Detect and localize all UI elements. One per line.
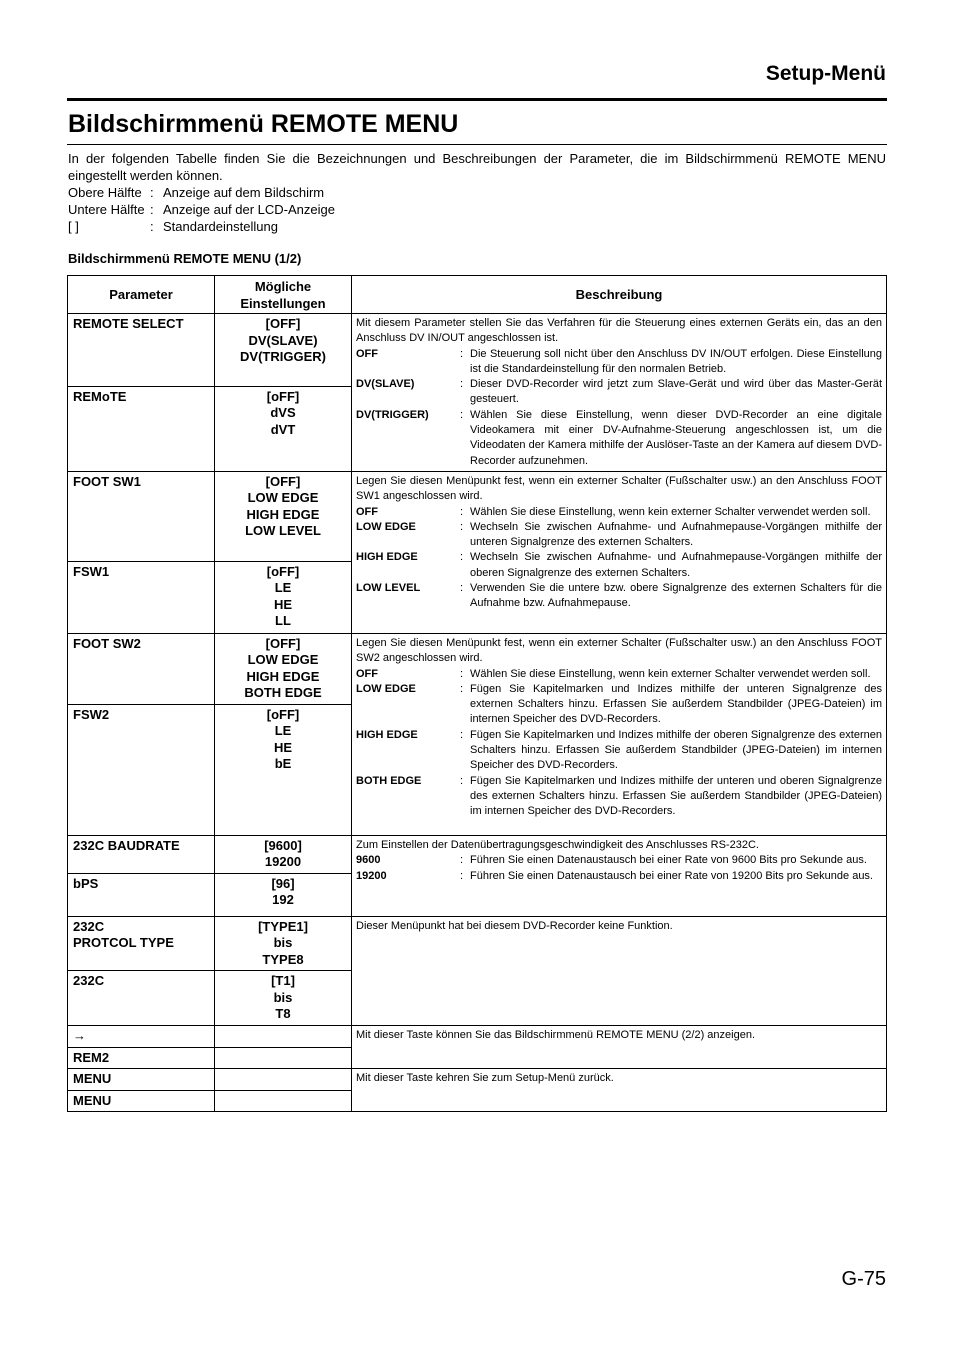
description-lead: Mit dieser Taste können Sie das Bildschirmmenü REMOTE MENU (2/2) anzeigen. bbox=[356, 1029, 756, 1042]
description-lead: Legen Sie diesen Menüpunkt fest, wenn ein externer Schalter (Fußschalter usw.) an den Anschluss FOOT SW1 angeschlossen wird. bbox=[356, 474, 882, 503]
description-cell bbox=[352, 916, 887, 1026]
table-row bbox=[68, 916, 887, 971]
legend-row bbox=[68, 184, 886, 201]
option-entry bbox=[356, 728, 882, 774]
header-description: Beschreibung bbox=[352, 276, 887, 314]
setting-value: HIGH EDGE bbox=[246, 506, 320, 522]
parameter-cell bbox=[68, 1047, 215, 1069]
option-colon: : bbox=[460, 347, 464, 360]
parameter-cell bbox=[68, 704, 215, 835]
setting-value: TYPE8 bbox=[262, 951, 304, 967]
parameter-cell bbox=[68, 916, 215, 971]
parameter-cell bbox=[68, 971, 215, 1026]
settings-cell bbox=[215, 386, 352, 471]
legend-colon: : bbox=[150, 202, 154, 217]
option-colon: : bbox=[460, 378, 464, 391]
setting-value: LE bbox=[274, 723, 292, 739]
option-text: Dieser DVD-Recorder wird jetzt zum Slave-Gerät und wird über das Master-Gerät gesteuert. bbox=[470, 378, 882, 406]
settings-cell bbox=[215, 1026, 352, 1048]
setting-value: bE bbox=[274, 756, 292, 772]
setting-value: HE bbox=[273, 596, 293, 612]
setting-value: [9600] bbox=[264, 837, 302, 853]
legend-value: Anzeige auf dem Bildschirm bbox=[163, 185, 325, 200]
page-number: G-75 bbox=[841, 1268, 886, 1290]
legend-key: [ ] bbox=[68, 219, 79, 234]
settings-cell bbox=[215, 1090, 352, 1112]
parameter-name: MENU bbox=[73, 1071, 112, 1087]
parameter-name: REM2 bbox=[73, 1049, 110, 1065]
settings-cell bbox=[215, 916, 352, 971]
settings-cell bbox=[215, 873, 352, 916]
settings-cell bbox=[215, 835, 352, 873]
option-name: DV(SLAVE) bbox=[356, 378, 415, 391]
header-settings-line1: Mögliche bbox=[254, 278, 312, 294]
header-settings-line2: Einstellungen bbox=[240, 295, 326, 311]
option-name: LOW LEVEL bbox=[356, 582, 421, 595]
option-text: Führen Sie einen Datenaustausch bei einer Rate von 19200 Bits pro Sekunde aus. bbox=[470, 869, 873, 882]
option-colon: : bbox=[460, 408, 464, 421]
parameter-name: 232C bbox=[73, 973, 105, 989]
page-title: Bildschirmmenü REMOTE MENU bbox=[68, 110, 459, 138]
setting-value: [oFF] bbox=[266, 706, 300, 722]
setting-value: LOW EDGE bbox=[247, 490, 319, 506]
settings-cell bbox=[215, 633, 352, 704]
setting-value: [T1] bbox=[271, 973, 295, 989]
option-entry bbox=[356, 581, 882, 612]
setting-value: LL bbox=[275, 613, 291, 629]
parameter-name: REMoTE bbox=[73, 388, 127, 404]
setting-value: HE bbox=[273, 739, 293, 755]
option-entry bbox=[356, 682, 882, 728]
setting-value: [OFF] bbox=[265, 635, 301, 651]
description-cell bbox=[352, 835, 887, 916]
option-entry bbox=[356, 869, 882, 884]
option-text: Wählen Sie diese Einstellung, wenn kein externer Schalter verwendet werden soll. bbox=[470, 667, 871, 680]
parameter-cell bbox=[68, 873, 215, 916]
legend-value: Anzeige auf der LCD-Anzeige bbox=[163, 202, 335, 217]
settings-cell bbox=[215, 561, 352, 633]
option-name: 19200 bbox=[356, 869, 387, 882]
setting-value: dVT bbox=[270, 421, 296, 437]
option-name: LOW EDGE bbox=[356, 682, 416, 695]
option-entry bbox=[356, 377, 882, 408]
option-text: Wählen Sie diese Einstellung, wenn kein externer Schalter verwendet werden soll. bbox=[470, 505, 871, 518]
option-name: HIGH EDGE bbox=[356, 728, 418, 741]
option-entry bbox=[356, 667, 882, 682]
option-name: 9600 bbox=[356, 854, 381, 867]
legend-row bbox=[68, 201, 886, 218]
description-lead: Mit dieser Taste kehren Sie zum Setup-Menü zurück. bbox=[356, 1072, 614, 1085]
header-parameter: Parameter bbox=[68, 276, 215, 314]
setting-value: 19200 bbox=[264, 854, 302, 870]
settings-cell bbox=[215, 471, 352, 561]
parameter-name: FSW2 bbox=[73, 706, 110, 722]
description-lead: Mit diesem Parameter stellen Sie das Verfahren für die Steuerung eines externen Geräts ein, das an den Anschluss DV IN/OUT angeschlossen ist. bbox=[356, 317, 882, 345]
legend-colon: : bbox=[150, 185, 154, 200]
parameter-name: FSW1 bbox=[73, 563, 110, 579]
parameter-name: bPS bbox=[73, 875, 99, 891]
setting-value: bis bbox=[273, 989, 293, 1005]
option-text: Verwenden Sie die untere bzw. obere Signalgrenze des externen Schalters für die Aufnahme bzw. Aufnahmepause. bbox=[470, 582, 882, 610]
option-colon: : bbox=[460, 582, 464, 595]
intro-paragraph: In der folgenden Tabelle finden Sie die Bezeichnungen und Beschreibungen der Parameter, die im Bildschirmmenü REMOTE MENU eingestellt werden können. bbox=[68, 151, 886, 183]
option-colon: : bbox=[460, 774, 464, 787]
settings-cell bbox=[215, 704, 352, 835]
parameter-name: 232C BAUDRATE bbox=[73, 837, 180, 853]
setting-value: LE bbox=[274, 580, 292, 596]
option-name: OFF bbox=[356, 347, 378, 360]
parameter-cell bbox=[68, 633, 215, 704]
option-name: LOW EDGE bbox=[356, 520, 416, 533]
title-rule bbox=[67, 144, 887, 145]
parameter-cell bbox=[68, 1026, 215, 1048]
option-colon: : bbox=[460, 728, 464, 741]
parameter-name: → bbox=[73, 1028, 86, 1044]
table-row bbox=[68, 471, 887, 561]
setting-value: LOW EDGE bbox=[247, 652, 319, 668]
option-entry bbox=[356, 408, 882, 469]
table-row bbox=[68, 835, 887, 873]
description-lead: Zum Einstellen der Datenübertragungsgeschwindigkeit des Anschlusses RS-232C. bbox=[356, 838, 759, 851]
option-name: BOTH EDGE bbox=[356, 774, 422, 787]
description-cell bbox=[352, 1069, 887, 1112]
option-text: Die Steuerung soll nicht über den Anschluss DV IN/OUT erfolgen. Diese Einstellung ist die Standardeinstellung für den normalen Betrieb. bbox=[470, 347, 882, 375]
parameter-cell bbox=[68, 314, 215, 387]
parameter-name: REMOTE SELECT bbox=[73, 316, 184, 331]
table-row bbox=[68, 1026, 887, 1048]
option-entry bbox=[356, 853, 882, 868]
parameter-cell bbox=[68, 1069, 215, 1091]
table-body bbox=[68, 314, 887, 1112]
parameter-name: MENU bbox=[73, 1092, 112, 1108]
table-caption: Bildschirmmenü REMOTE MENU (1/2) bbox=[68, 251, 302, 266]
setting-value: 192 bbox=[272, 892, 294, 908]
setting-value: DV(SLAVE) bbox=[248, 332, 318, 348]
table-row bbox=[68, 314, 887, 387]
parameter-name: FOOT SW2 bbox=[73, 635, 141, 651]
parameter-name: FOOT SW1 bbox=[73, 473, 141, 489]
option-entry bbox=[356, 347, 882, 378]
option-text: Fügen Sie Kapitelmarken und Indizes mithilfe der oberen Signalgrenze des externen Schalters hinzu. Erfassen Sie außerdem Standbilder (JPEG-Dateien) im internen Speicher des DVD-Recorders. bbox=[470, 728, 882, 772]
settings-cell bbox=[215, 1069, 352, 1091]
setting-value: dVS bbox=[270, 405, 296, 421]
option-entry bbox=[356, 520, 882, 551]
parameter-cell bbox=[68, 835, 215, 873]
setting-value: [oFF] bbox=[266, 563, 300, 579]
setting-value: LOW LEVEL bbox=[245, 523, 321, 539]
setting-value: [oFF] bbox=[266, 388, 300, 404]
option-name: HIGH EDGE bbox=[356, 551, 418, 564]
legend-colon: : bbox=[150, 219, 154, 234]
remote-menu-table bbox=[67, 275, 887, 1112]
option-name: DV(TRIGGER) bbox=[356, 408, 429, 421]
parameter-name: PROTCOL TYPE bbox=[73, 935, 174, 951]
description-cell bbox=[352, 1026, 887, 1069]
setting-value: DV(TRIGGER) bbox=[240, 349, 326, 364]
option-entry bbox=[356, 774, 882, 820]
legend-key: Untere Hälfte bbox=[68, 202, 145, 217]
option-colon: : bbox=[460, 667, 464, 680]
description-cell bbox=[352, 314, 887, 472]
table-row bbox=[68, 1069, 887, 1091]
setting-value: T8 bbox=[275, 1006, 291, 1022]
option-entry bbox=[356, 550, 882, 581]
setting-value: HIGH EDGE bbox=[246, 668, 320, 684]
setting-value: [TYPE1] bbox=[258, 918, 308, 934]
legend bbox=[68, 184, 886, 235]
header-settings bbox=[215, 276, 352, 314]
option-text: Wechseln Sie zwischen Aufnahme- und Aufnahmepause-Vorgängen mithilfe der oberen Signalgrenze des externen Schalters. bbox=[470, 551, 882, 579]
option-colon: : bbox=[460, 869, 464, 882]
option-colon: : bbox=[460, 854, 464, 867]
option-text: Wählen Sie diese Einstellung, wenn dieser DVD-Recorder an eine digitale Videokamera mit einer DV-Aufnahme-Steuerung angeschlossen ist, um die Videodaten der Kamera mithilfe der Auslöser-Taste an der Kamera auf diesem DVD-Recorder aufzunehmen. bbox=[470, 408, 882, 467]
parameter-cell bbox=[68, 386, 215, 471]
option-colon: : bbox=[460, 551, 464, 564]
settings-cell bbox=[215, 1047, 352, 1069]
setting-value: [OFF] bbox=[265, 473, 301, 489]
settings-cell bbox=[215, 314, 352, 387]
option-colon: : bbox=[460, 520, 464, 533]
option-colon: : bbox=[460, 682, 464, 695]
option-name: OFF bbox=[356, 667, 378, 680]
settings-cell bbox=[215, 971, 352, 1026]
section-title: Setup-Menü bbox=[765, 62, 886, 85]
option-text: Wechseln Sie zwischen Aufnahme- und Aufnahmepause-Vorgängen mithilfe der unteren Signalgrenze des externen Schalters. bbox=[470, 520, 882, 549]
option-name: OFF bbox=[356, 505, 378, 518]
description-cell bbox=[352, 633, 887, 835]
option-text: Fügen Sie Kapitelmarken und Indizes mithilfe der unteren und oberen Signalgrenze des externen Schalters hinzu. Erfassen Sie außerdem Standbilder (JPEG-Dateien) im internen Speicher des DVD-Recorders. bbox=[470, 774, 882, 818]
description-cell bbox=[352, 471, 887, 633]
description-lead: Dieser Menüpunkt hat bei diesem DVD-Recorder keine Funktion. bbox=[356, 919, 673, 932]
setting-value: bis bbox=[273, 935, 293, 951]
parameter-cell bbox=[68, 561, 215, 633]
option-colon: : bbox=[460, 505, 464, 518]
setting-value: [OFF] bbox=[265, 316, 301, 331]
option-text: Fügen Sie Kapitelmarken und Indizes mithilfe der unteren Signalgrenze des externen Schalters hinzu. Erfassen Sie außerdem Standbilder (JPEG-Dateien) im internen Speicher des DVD-Recorders. bbox=[470, 682, 882, 726]
option-entry bbox=[356, 505, 882, 520]
header-rule bbox=[67, 98, 887, 101]
parameter-cell bbox=[68, 1090, 215, 1112]
legend-key: Obere Hälfte bbox=[68, 185, 142, 200]
table-row bbox=[68, 633, 887, 704]
description-lead: Legen Sie diesen Menüpunkt fest, wenn ein externer Schalter (Fußschalter usw.) an den Anschluss FOOT SW2 angeschlossen wird. bbox=[356, 636, 882, 665]
parameter-name: 232C bbox=[73, 918, 105, 934]
legend-value: Standardeinstellung bbox=[163, 219, 278, 234]
option-text: Führen Sie einen Datenaustausch bei einer Rate von 9600 Bits pro Sekunde aus. bbox=[470, 854, 867, 867]
parameter-cell bbox=[68, 471, 215, 561]
table-header-row bbox=[68, 276, 887, 314]
setting-value: [96] bbox=[271, 875, 295, 891]
legend-row bbox=[68, 218, 886, 235]
setting-value: BOTH EDGE bbox=[244, 685, 322, 701]
intro bbox=[68, 150, 886, 235]
